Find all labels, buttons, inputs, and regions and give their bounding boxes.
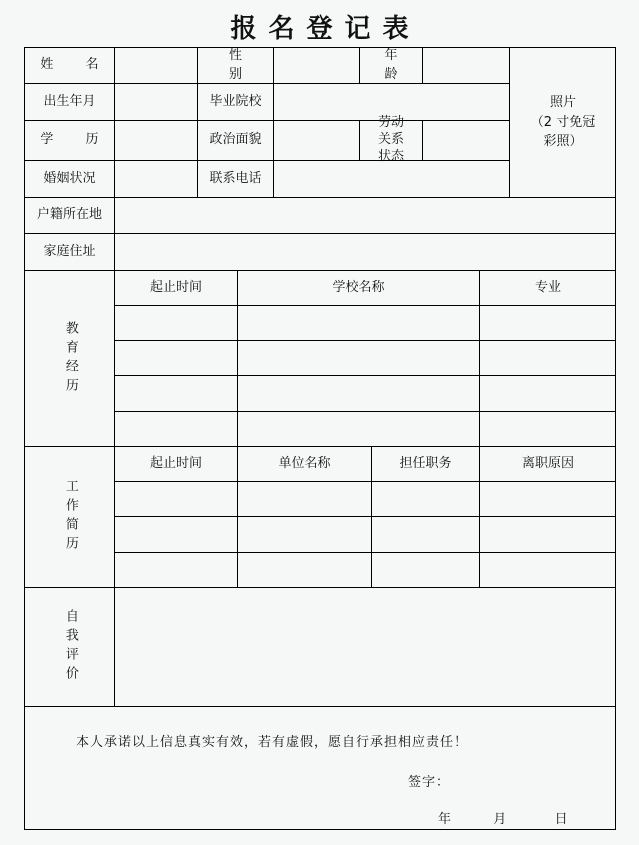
edu-header-major: 专业: [479, 270, 616, 305]
work-row-1-reason[interactable]: [479, 481, 616, 516]
school-label: 毕业院校: [197, 83, 273, 120]
edu-row-4-major[interactable]: [479, 411, 616, 446]
edu-row-2-period[interactable]: [114, 340, 237, 375]
birth-field[interactable]: [114, 83, 197, 120]
work-row-1-period[interactable]: [114, 481, 237, 516]
edu-row-4-school[interactable]: [237, 411, 479, 446]
hukou-field[interactable]: [114, 197, 616, 233]
photo-box[interactable]: [509, 47, 616, 197]
hukou-label: 户籍所在地: [24, 197, 114, 233]
work-row-2-position[interactable]: [371, 516, 479, 552]
labor-label: 劳动关系状态: [359, 120, 422, 160]
address-field[interactable]: [114, 233, 616, 270]
work-section-label: 工作简历: [24, 446, 114, 587]
work-header-company: 单位名称: [237, 446, 371, 481]
work-row-1-company[interactable]: [237, 481, 371, 516]
work-row-2-company[interactable]: [237, 516, 371, 552]
work-row-3-period[interactable]: [114, 552, 237, 587]
phone-label: 联系电话: [197, 160, 273, 197]
photo-hint: （2 寸免冠彩照）: [530, 114, 596, 150]
edu-row-3-period[interactable]: [114, 375, 237, 411]
edu-row-1-school[interactable]: [237, 305, 479, 340]
edu-row-3-major[interactable]: [479, 375, 616, 411]
self-eval-field[interactable]: [114, 587, 616, 706]
day-label: 日: [554, 812, 568, 827]
edu-header-period: 起止时间: [114, 270, 237, 305]
education-section-label: 教育经历: [24, 270, 114, 446]
age-field[interactable]: [422, 47, 509, 83]
work-row-2-period[interactable]: [114, 516, 237, 552]
marital-field[interactable]: [114, 160, 197, 197]
work-row-1-position[interactable]: [371, 481, 479, 516]
political-label: 政治面貌: [197, 120, 273, 160]
date-line: [438, 808, 568, 827]
edu-row-1-major[interactable]: [479, 305, 616, 340]
edu-row-4-period[interactable]: [114, 411, 237, 446]
education-field[interactable]: [114, 120, 197, 160]
edu-row-3-school[interactable]: [237, 375, 479, 411]
political-field[interactable]: [273, 120, 359, 160]
year-label: 年: [438, 812, 452, 827]
work-header-period: 起止时间: [114, 446, 237, 481]
pledge-statement: 本人承诺以上信息真实有效，若有虚假，愿自行承担相应责任！: [76, 735, 469, 750]
edu-row-2-major[interactable]: [479, 340, 616, 375]
signature-label: 签字：: [408, 775, 451, 790]
edu-header-school: 学校名称: [237, 270, 479, 305]
month-label: 月: [493, 812, 507, 827]
photo-label: 照片: [549, 95, 576, 111]
edu-row-1-period[interactable]: [114, 305, 237, 340]
age-label: 年 龄: [359, 47, 422, 83]
phone-field[interactable]: [273, 160, 509, 197]
work-header-position: 担任职务: [371, 446, 479, 481]
birth-label: 出生年月: [24, 83, 114, 120]
work-row-3-company[interactable]: [237, 552, 371, 587]
work-header-reason: 离职原因: [479, 446, 616, 481]
work-row-2-reason[interactable]: [479, 516, 616, 552]
edu-row-2-school[interactable]: [237, 340, 479, 375]
gender-field[interactable]: [273, 47, 359, 83]
pledge-section: [24, 706, 616, 830]
marital-label: 婚姻状况: [24, 160, 114, 197]
work-row-3-position[interactable]: [371, 552, 479, 587]
education-label: 学 历: [24, 120, 114, 160]
labor-field[interactable]: [422, 120, 509, 160]
self-eval-label: 自我评价: [24, 587, 114, 706]
work-row-3-reason[interactable]: [479, 552, 616, 587]
page-title: 报名登记表: [230, 14, 421, 44]
address-label: 家庭住址: [24, 233, 114, 270]
gender-label: 性 别: [197, 47, 273, 83]
name-field[interactable]: [114, 47, 197, 83]
name-label: 姓 名: [24, 47, 114, 83]
